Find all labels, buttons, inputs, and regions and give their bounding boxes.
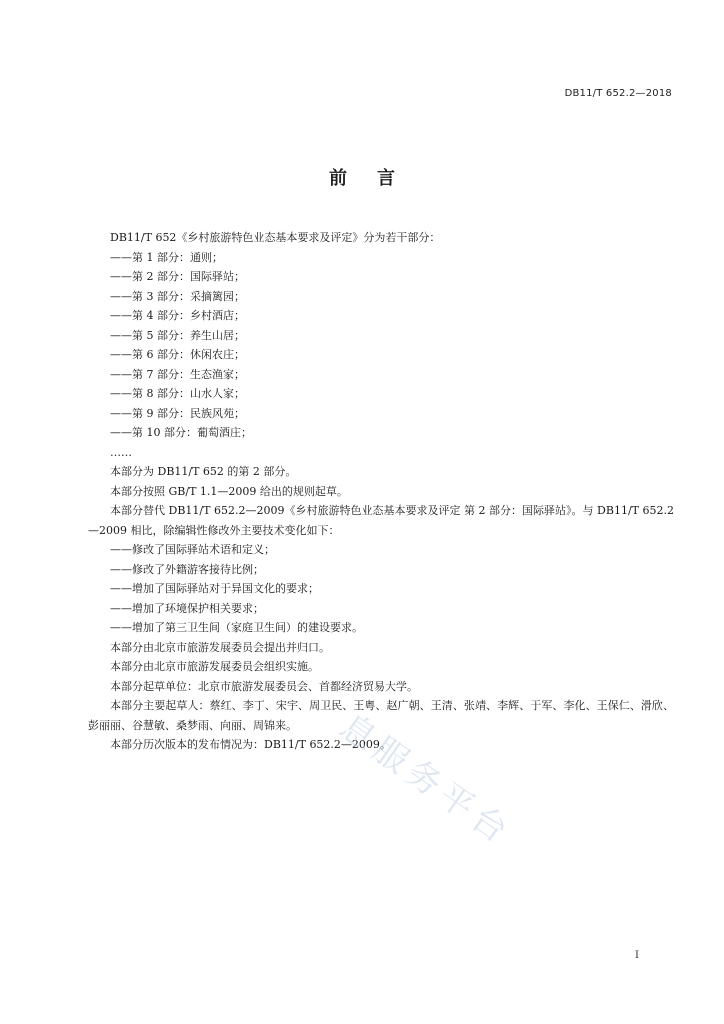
paragraph: 本部分替代 DB11/T 652.2—2009《乡村旅游特色业态基本要求及评定 第 2 部分：国际驿站》。与 DB11/T 652.2—2009 相比，除编辑性修改外主要技术变化如下： xyxy=(88,504,674,537)
list-item: ——第 3 部分：采摘篱园； xyxy=(110,289,245,303)
paragraph: 本部分历次版本的发布情况为：DB11/T 652.2—2009。 xyxy=(110,738,391,751)
watermark-text: 息服务平台 xyxy=(332,706,520,855)
list-item: ——修改了外籍游客接待比例； xyxy=(110,562,264,576)
list-item: ——第 4 部分：乡村酒店； xyxy=(110,309,245,322)
paragraph: 本部分由北京市旅游发展委员会组织实施。 xyxy=(110,660,319,673)
paragraph: 本部分由北京市旅游发展委员会提出并归口。 xyxy=(110,640,330,654)
list-item: ——第 8 部分：山水人家； xyxy=(110,387,245,400)
list-item: ——第 6 部分：休闲农庄； xyxy=(110,348,245,361)
list-item: ——第 2 部分：国际驿站； xyxy=(110,270,245,283)
list-item: ——增加了环境保护相关要求； xyxy=(110,601,264,615)
ellipsis: …… xyxy=(110,445,132,459)
list-item: ——增加了国际驿站对于异国文化的要求； xyxy=(110,582,319,595)
list-item: ——修改了国际驿站术语和定义； xyxy=(110,543,275,556)
list-item: ——第 5 部分：养生山居； xyxy=(110,328,245,342)
paragraph: 本部分起草单位：北京市旅游发展委员会、首都经济贸易大学。 xyxy=(110,679,418,693)
list-item: ——第 7 部分：生态渔家； xyxy=(110,367,245,381)
list-item: ——第 9 部分：民族风苑； xyxy=(110,406,245,420)
document-body xyxy=(88,228,674,755)
list-item: ——第 1 部分：通则； xyxy=(110,250,223,264)
page-title: 前言 xyxy=(329,168,425,189)
paragraph: 本部分按照 GB/T 1.1—2009 给出的规则起草。 xyxy=(110,484,348,498)
page-number: I xyxy=(635,950,639,961)
list-item: ——第 10 部分：葡萄酒庄； xyxy=(110,426,252,439)
paragraph: 本部分主要起草人：蔡红、李丁、宋宇、周卫民、王粤、赵广朝、王清、张靖、李辉、于军、李化、王保仁、滑欣、彭丽丽、谷慧敏、桑梦雨、向丽、周锦来。 xyxy=(88,699,674,732)
paragraph: DB11/T 652《乡村旅游特色业态基本要求及评定》分为若干部分： xyxy=(110,231,441,244)
document-code: DB11/T 652.2—2018 xyxy=(564,88,672,99)
paragraph: 本部分为 DB11/T 652 的第 2 部分。 xyxy=(110,465,297,478)
list-item: ——增加了第三卫生间（家庭卫生间）的建设要求。 xyxy=(110,621,363,634)
